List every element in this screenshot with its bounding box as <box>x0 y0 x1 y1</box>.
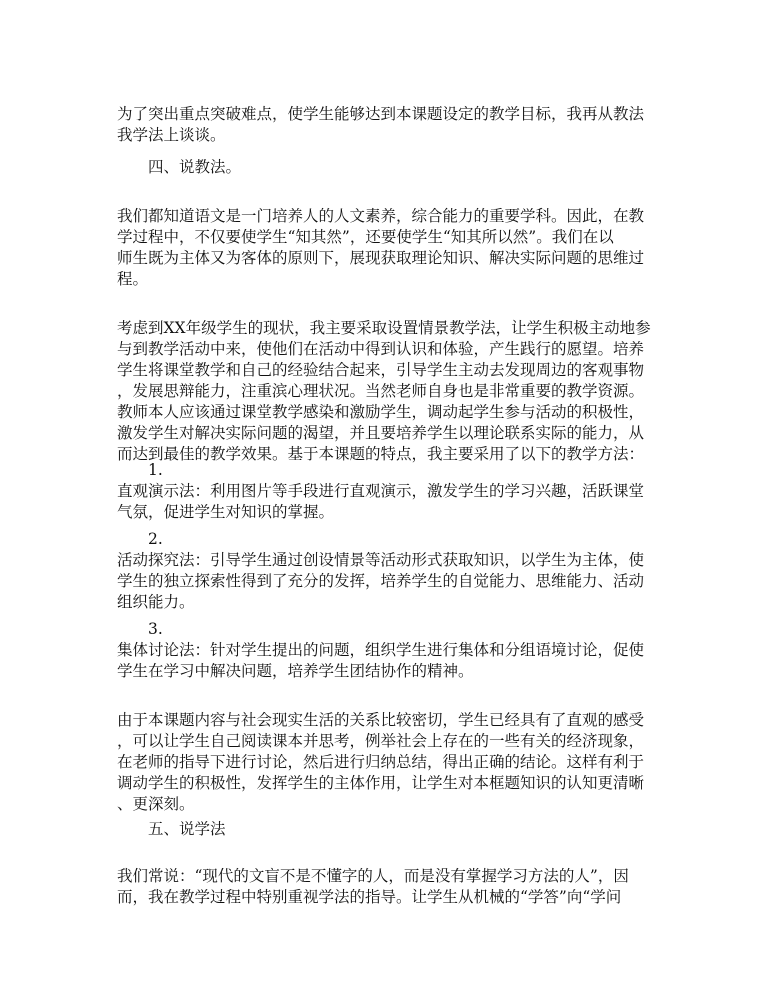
section-heading-learning-methods: 五、说学法 <box>148 820 226 838</box>
list-item-2-line-2: 学生的独立探索性得到了充分的发挥，培养学生的自觉能力、思维能力、活动 <box>117 572 645 590</box>
para1-line-1: 我们都知道语文是一门培养人的人文素养，综合能力的重要学科。因此，在教 <box>117 207 645 225</box>
para3-line-2: ，可以让学生自己阅读课本并思考，例举社会上存在的一些有关的经济现象， <box>117 732 645 750</box>
para2-line-3: 学生将课堂教学和自己的经验结合起来，引导学生主动去发现周边的客观事物 <box>117 361 645 379</box>
para2-line-5: 教师本人应该通过课堂教学感染和激励学生，调动起学生参与活动的积极性， <box>117 403 645 421</box>
section-heading-teaching-methods: 四、说教法。 <box>148 158 242 176</box>
list-item-2-line-1: 活动探究法：引导学生通过创设情景等活动形式获取知识，以学生为主体，使 <box>117 551 645 569</box>
list-item-2-number: 2. <box>148 530 163 548</box>
intro-line-2: 我学法上谈谈。 <box>117 126 226 144</box>
list-item-1-line-2: 气氛，促进学生对知识的掌握。 <box>117 503 335 521</box>
list-item-3-line-2: 学生在学习中解决问题，培养学生团结协作的精神。 <box>117 662 474 680</box>
para3-line-4: 调动学生的积极性，发挥学生的主体作用，让学生对本框题知识的认知更清晰 <box>117 774 645 792</box>
para2-line-4: ，发展思辩能力，注重滨心理状况。当然老师自身也是非常重要的教学资源。 <box>117 382 645 400</box>
para1-line-4: 程。 <box>117 270 149 288</box>
para1-line-3: 师生既为主体又为客体的原则下，展现获取理论知识、解决实际问题的思维过 <box>117 249 645 267</box>
para2-line-1: 考虑到XX年级学生的现状，我主要采取设置情景教学法，让学生积极主动地参 <box>117 319 651 337</box>
list-item-3-number: 3. <box>148 620 163 638</box>
list-item-2-line-3: 组织能力。 <box>117 593 195 611</box>
para2-line-7: 而达到最佳的教学效果。基于本课题的特点，我主要采用了以下的教学方法： <box>117 445 645 463</box>
para3-line-5: 、更深刻。 <box>117 795 195 813</box>
para3-line-3: 在老师的指导下进行讨论，然后进行归纳总结，得出正确的结论。这样有利于 <box>117 753 645 771</box>
intro-line-1: 为了突出重点突破难点，使学生能够达到本课题设定的教学目标，我再从教法 <box>117 105 645 123</box>
para3-line-1: 由于本课题内容与社会现实生活的关系比较密切，学生已经具有了直观的感受 <box>117 711 645 729</box>
para2-line-6: 激发学生对解决实际问题的渴望，并且要培养学生以理论联系实际的能力，从 <box>117 424 645 442</box>
list-item-1-line-1: 直观演示法：利用图片等手段进行直观演示，激发学生的学习兴趣，活跃课堂 <box>117 482 645 500</box>
para1-line-2: 学过程中，不仅要使学生“知其然”，还要使学生“知其所以然”。我们在以 <box>117 228 614 246</box>
list-item-3-line-1: 集体讨论法：针对学生提出的问题，组织学生进行集体和分组语境讨论，促使 <box>117 641 645 659</box>
para2-line-2: 与到教学活动中来，使他们在活动中得到认识和体验，产生践行的愿望。培养 <box>117 340 645 358</box>
list-item-1-number: 1. <box>148 461 163 479</box>
para4-line-2: 而，我在教学过程中特别重视学法的指导。让学生从机械的“学答”向“学问 <box>117 888 622 906</box>
para4-line-1: 我们常说：“现代的文盲不是不懂字的人，而是没有掌握学习方法的人”，因 <box>117 867 629 885</box>
